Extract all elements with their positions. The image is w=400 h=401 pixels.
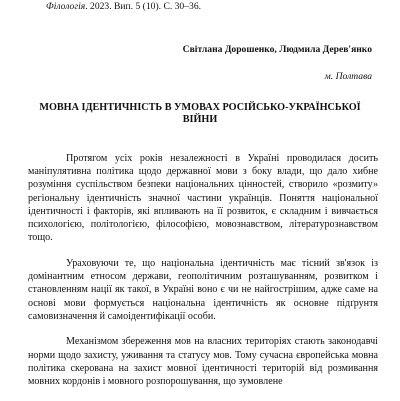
article-authors: Світлана Дорошенко, Людмила Дерев'янко bbox=[182, 44, 372, 55]
article-body bbox=[28, 152, 378, 401]
journal-issue-details: . 2023. Вип. 5 (10). С. 30–36. bbox=[85, 1, 202, 12]
paragraph-2: Ураховуючи те, що національна ідентичність має тісний зв'язок із домінантним етносом держави, геополітичним розташуванням, розвитком і становленням нації як такої, в Україні воно є чи не найгострішим, адже саме на основі мови формується національна ідентичність як основне підґрунтя самовизначення й самоідентифікації особи. bbox=[28, 257, 378, 322]
journal-name: Філологія bbox=[46, 1, 86, 12]
author-city: м. Полтава bbox=[324, 71, 372, 82]
journal-reference bbox=[46, 1, 201, 13]
paragraph-3: Механізмом збереження мов на власних територіях стають законодавчі норми щодо захисту, уживання та статусу мов. Тому сучасна європейська мовна політика скерована на захист мовної ідентичності територій від розмивання мовних кордонів і мовного розпорошування, що зумовлене bbox=[28, 336, 378, 388]
paragraph-1: Протягом усіх років незалежності в Україні проводилася досить маніпулятивна політика щодо державної мови з боку влади, що дало хибне розуміння суспільством безпеки національних цінностей, створило «розмиту» регіональну ідентичність значної частини українців. Поняття національної ідентичності і факторів, які впливають на її розвиток, є складним і вивчається психологією, політологією, філософією, мовознавством, літературознавством тощо. bbox=[28, 153, 378, 244]
article-title: МОВНА ІДЕНТИЧНІСТЬ В УМОВАХ РОСІЙСЬКО-УКРАЇНСЬКОЇ ВІЙНИ bbox=[39, 102, 361, 125]
